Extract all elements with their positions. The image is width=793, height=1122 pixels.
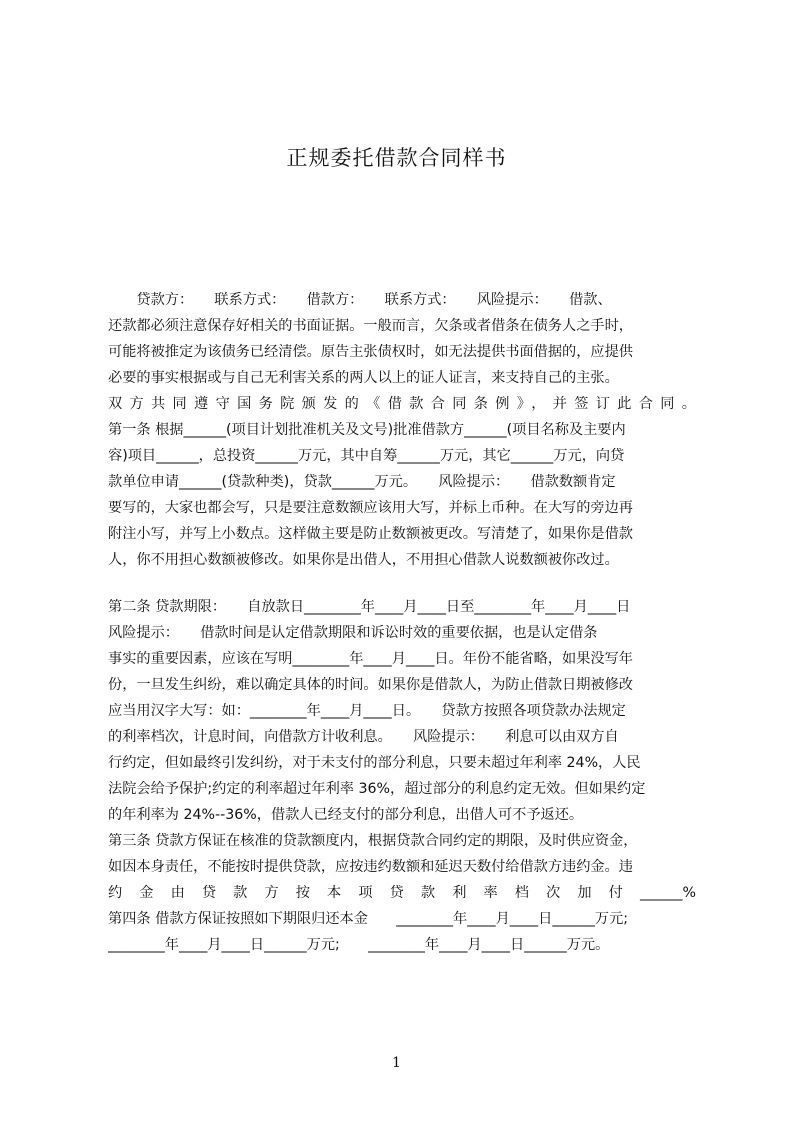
text-line: 贷款方： 联系方式： 借款方： 联系方式： 风险提示： 借款、: [108, 292, 612, 308]
text-line: 还款都必须注意保存好相关的书面证据。一般而言，欠条或者借条在债务人之手时，: [108, 318, 633, 334]
text-line: 要写的，大家也都会写，只是要注意数额应该用大写，并标上币种。在大写的旁边再: [108, 500, 633, 516]
text-line: 人，你不用担心数额被修改。如果你是出借人，不用担心借款人说数额被你改过。: [108, 552, 619, 568]
text-line: 风险提示： 借款时间是认定借款期限和诉讼时效的重要依据，也是认定借条: [108, 625, 598, 641]
paragraph-gap: [108, 573, 696, 594]
text-line: ________年____月____日______万元; ________年____月____日______万元。: [108, 937, 610, 953]
text-line: 款单位申请______(贷款种类)，贷款______万元。 风险提示： 借款数额肯定: [108, 474, 616, 490]
text-line: 的年利率为 24%--36%，借款人已经支付的部分利息，出借人可不予返还。: [108, 807, 584, 823]
text-line: 第二条 贷款期限： 自放款日________年____月____日至________年____月____日: [108, 599, 631, 615]
text-line: 行约定，但如最终引发纠纷，对于未支付的部分利息，只要未超过年利率 24%，人民: [108, 755, 641, 771]
text-line: 双方共同遵守国务院颁发的《借款合同条例》，并签订此合同。: [108, 396, 696, 412]
text-line: 必要的事实根据或与自己无利害关系的两人以上的证人证言，来支持自己的主张。: [108, 370, 619, 386]
text-line: 约金由贷款方按本项贷款利率档次加付______%: [108, 885, 696, 901]
text-line: 第三条 贷款方保证在核准的贷款额度内，根据贷款合同约定的期限，及时供应资金，: [108, 833, 638, 849]
text-line: 可能将被推定为该债务已经清偿。原告主张债权时，如无法提供书面借据的，应提供: [108, 344, 633, 360]
text-line: 第一条 根据______(项目计划批准机关及文号)批准借款方______(项目名称及主要内: [108, 422, 626, 438]
text-line: 的利率档次，计息时间，向借款方计收利息。 风险提示： 利息可以由双方自: [108, 729, 619, 745]
page-number: 1: [392, 1055, 401, 1071]
text-line: 附注小写，并写上小数点。这样做主要是防止数额被更改。写清楚了，如果你是借款: [108, 526, 633, 542]
text-line: 应当用汉字大写：如：________年____月____日。 贷款方按照各项贷款办法规定: [108, 703, 626, 719]
contract-body: [108, 287, 696, 958]
text-line: 容)项目______，总投资______万元，其中自筹______万元，其它______万元，向贷: [108, 448, 625, 464]
text-line: 事实的重要因素，应该在写明________年____月____日。年份不能省略，如果没写年: [108, 651, 633, 667]
text-line: 如因本身责任，不能按时提供贷款，应按违约数额和延迟天数付给借款方违约金。违: [108, 859, 633, 875]
text-line: 第四条 借款方保证按照如下期限归还本金 ________年____月____日______万元;: [108, 911, 629, 927]
text-line: 份，一旦发生纠纷，难以确定具体的时间。如果你是借款人，为防止借款日期被修改: [108, 677, 633, 693]
text-line: 法院会给予保护;约定的利率超过年利率 36%，超过部分的利息约定无效。但如果约定: [108, 781, 646, 797]
document-title: 正规委托借款合同样书: [286, 146, 507, 170]
